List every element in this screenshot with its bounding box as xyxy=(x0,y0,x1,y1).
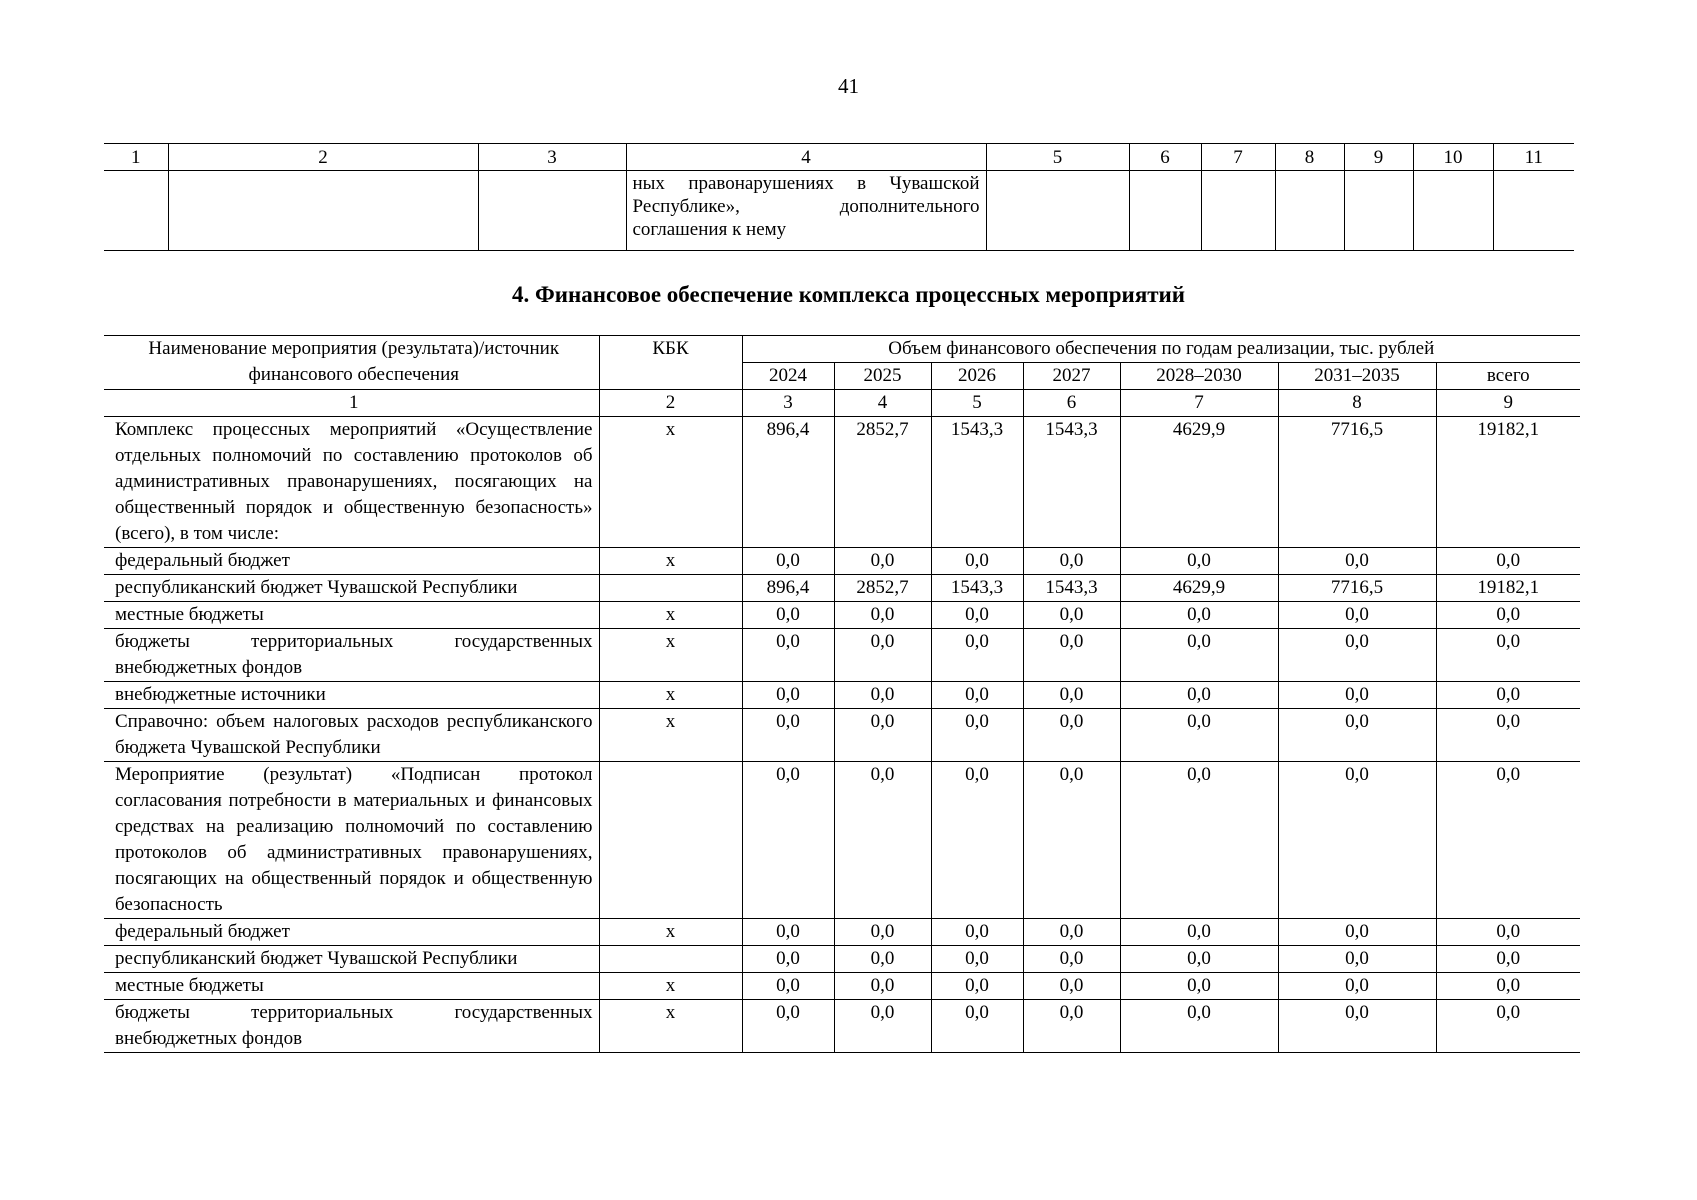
header-volume-group: Объем финансового обеспечения по годам реализации, тыс. рублей xyxy=(742,336,1580,363)
row-value-cell: 0,0 xyxy=(742,973,834,1000)
row-value-cell: 0,0 xyxy=(1023,548,1120,575)
row-kbk-cell xyxy=(599,575,742,602)
row-value-cell: 0,0 xyxy=(931,1000,1023,1053)
row-value-cell: 0,0 xyxy=(931,946,1023,973)
row-value-cell: 0,0 xyxy=(1120,709,1278,762)
continuation-cell xyxy=(168,171,478,251)
row-value-cell: 0,0 xyxy=(1023,919,1120,946)
continuation-row xyxy=(104,171,1574,251)
continuation-header-cell: 6 xyxy=(1129,144,1201,171)
row-value-cell: 1543,3 xyxy=(1023,575,1120,602)
row-value-cell: 0,0 xyxy=(742,548,834,575)
continuation-cell xyxy=(1493,171,1574,251)
row-value-cell: 0,0 xyxy=(1023,709,1120,762)
row-value-cell: 0,0 xyxy=(742,629,834,682)
table-row xyxy=(104,417,1580,548)
row-value-cell: 896,4 xyxy=(742,417,834,548)
continuation-cell xyxy=(1344,171,1413,251)
row-name-cell: бюджеты территориальных государственных внебюджетных фондов xyxy=(104,629,599,682)
row-value-cell: 0,0 xyxy=(1023,762,1120,919)
row-value-cell: 0,0 xyxy=(931,629,1023,682)
row-kbk-cell: х xyxy=(599,629,742,682)
continuation-cell xyxy=(104,171,168,251)
continuation-header-cell: 8 xyxy=(1275,144,1344,171)
row-value-cell: 0,0 xyxy=(931,548,1023,575)
row-value-cell: 0,0 xyxy=(931,602,1023,629)
continuation-cell xyxy=(1129,171,1201,251)
row-value-cell: 1543,3 xyxy=(931,417,1023,548)
row-value-cell: 0,0 xyxy=(742,682,834,709)
row-value-cell: 0,0 xyxy=(1120,548,1278,575)
row-value-cell: 0,0 xyxy=(742,919,834,946)
row-value-cell: 7716,5 xyxy=(1278,575,1436,602)
row-value-cell: 0,0 xyxy=(1278,973,1436,1000)
header-column-number: 7 xyxy=(1120,390,1278,417)
continuation-cell xyxy=(1275,171,1344,251)
continuation-header-cell: 9 xyxy=(1344,144,1413,171)
header-column-number: 8 xyxy=(1278,390,1436,417)
table-row xyxy=(104,762,1580,919)
row-value-cell: 0,0 xyxy=(1278,709,1436,762)
header-column-numbers-row xyxy=(104,390,1580,417)
row-name-cell: Справочно: объем налоговых расходов республиканского бюджета Чувашской Республики xyxy=(104,709,599,762)
row-value-cell: 0,0 xyxy=(1023,946,1120,973)
row-kbk-cell: х xyxy=(599,709,742,762)
row-value-cell: 0,0 xyxy=(1023,1000,1120,1053)
header-column-number: 2 xyxy=(599,390,742,417)
row-name-cell: Комплекс процессных мероприятий «Осуществление отдельных полномочий по составлению протоколов об административных правонарушениях, посягающих на общественный порядок и общественную безопасность» (всего), в том числе: xyxy=(104,417,599,548)
row-value-cell: 0,0 xyxy=(834,919,931,946)
row-kbk-cell: х xyxy=(599,602,742,629)
row-name-cell: бюджеты территориальных государственных внебюджетных фондов xyxy=(104,1000,599,1053)
section-title: 4. Финансовое обеспечение комплекса процессных мероприятий xyxy=(511,282,1186,307)
row-value-cell: 0,0 xyxy=(1436,629,1580,682)
row-name-cell: федеральный бюджет xyxy=(104,548,599,575)
row-value-cell: 0,0 xyxy=(1436,682,1580,709)
page-number: 41 xyxy=(838,74,859,98)
row-value-cell: 0,0 xyxy=(1436,602,1580,629)
header-column-number: 1 xyxy=(104,390,599,417)
row-kbk-cell: х xyxy=(599,682,742,709)
row-value-cell: 0,0 xyxy=(1120,682,1278,709)
row-kbk-cell: х xyxy=(599,417,742,548)
row-name-cell: республиканский бюджет Чувашской Республики xyxy=(104,575,599,602)
row-name-cell: Мероприятие (результат) «Подписан протокол согласования потребности в материальных и финансовых средствах на реализацию полномочий по составлению протоколов об административных правонарушениях, посягающих на общественный порядок и общественную безопасность xyxy=(104,762,599,919)
row-value-cell: 0,0 xyxy=(834,629,931,682)
row-value-cell: 0,0 xyxy=(834,1000,931,1053)
header-column-number: 3 xyxy=(742,390,834,417)
header-year-cell: 2025 xyxy=(834,363,931,390)
table-row xyxy=(104,682,1580,709)
continuation-table xyxy=(104,143,1574,251)
row-kbk-cell: х xyxy=(599,548,742,575)
row-value-cell: 0,0 xyxy=(1278,548,1436,575)
row-value-cell: 0,0 xyxy=(931,762,1023,919)
row-value-cell: 2852,7 xyxy=(834,417,931,548)
table-row xyxy=(104,548,1580,575)
continuation-header-cell: 1 xyxy=(104,144,168,171)
row-value-cell: 0,0 xyxy=(1278,919,1436,946)
row-value-cell: 0,0 xyxy=(1120,946,1278,973)
row-kbk-cell: х xyxy=(599,973,742,1000)
row-value-cell: 0,0 xyxy=(1278,762,1436,919)
header-column-number: 6 xyxy=(1023,390,1120,417)
row-value-cell: 0,0 xyxy=(1023,973,1120,1000)
row-value-cell: 1543,3 xyxy=(931,575,1023,602)
row-value-cell: 0,0 xyxy=(1436,919,1580,946)
row-name-cell: внебюджетные источники xyxy=(104,682,599,709)
row-value-cell: 4629,9 xyxy=(1120,575,1278,602)
row-value-cell: 0,0 xyxy=(834,602,931,629)
header-year-cell: всего xyxy=(1436,363,1580,390)
continuation-cell xyxy=(986,171,1129,251)
header-year-cell: 2028–2030 xyxy=(1120,363,1278,390)
row-value-cell: 0,0 xyxy=(1023,602,1120,629)
table-row xyxy=(104,946,1580,973)
row-value-cell: 0,0 xyxy=(1436,946,1580,973)
row-value-cell: 0,0 xyxy=(1278,602,1436,629)
header-column-number: 4 xyxy=(834,390,931,417)
table-row xyxy=(104,919,1580,946)
header-column-number: 5 xyxy=(931,390,1023,417)
row-value-cell: 0,0 xyxy=(834,973,931,1000)
continuation-header-cell: 3 xyxy=(478,144,626,171)
continuation-cell xyxy=(478,171,626,251)
header-year-cell: 2027 xyxy=(1023,363,1120,390)
row-value-cell: 0,0 xyxy=(742,762,834,919)
header-year-cell: 2031–2035 xyxy=(1278,363,1436,390)
row-kbk-cell: х xyxy=(599,919,742,946)
row-kbk-cell xyxy=(599,946,742,973)
row-value-cell: 0,0 xyxy=(1278,946,1436,973)
header-column-number: 9 xyxy=(1436,390,1580,417)
row-value-cell: 7716,5 xyxy=(1278,417,1436,548)
row-value-cell: 0,0 xyxy=(834,762,931,919)
row-value-cell: 0,0 xyxy=(931,682,1023,709)
row-value-cell: 0,0 xyxy=(1120,762,1278,919)
row-value-cell: 0,0 xyxy=(1278,1000,1436,1053)
continuation-header-cell: 5 xyxy=(986,144,1129,171)
header-year-cell: 2024 xyxy=(742,363,834,390)
row-value-cell: 19182,1 xyxy=(1436,575,1580,602)
row-value-cell: 0,0 xyxy=(931,919,1023,946)
row-value-cell: 0,0 xyxy=(742,602,834,629)
row-value-cell: 0,0 xyxy=(1278,629,1436,682)
row-value-cell: 0,0 xyxy=(1436,548,1580,575)
financial-table xyxy=(104,335,1580,1053)
continuation-header-cell: 4 xyxy=(626,144,986,171)
row-value-cell: 0,0 xyxy=(742,709,834,762)
continuation-header-cell: 11 xyxy=(1493,144,1574,171)
table-row xyxy=(104,709,1580,762)
row-value-cell: 0,0 xyxy=(1120,973,1278,1000)
continuation-header-cell: 2 xyxy=(168,144,478,171)
table-row xyxy=(104,602,1580,629)
header-name-col: Наименование мероприятия (результата)/источник финансового обеспечения xyxy=(104,336,599,390)
header-kbk-col: КБК xyxy=(599,336,742,390)
row-value-cell: 0,0 xyxy=(1436,709,1580,762)
row-value-cell: 0,0 xyxy=(1120,629,1278,682)
row-name-cell: федеральный бюджет xyxy=(104,919,599,946)
row-value-cell: 0,0 xyxy=(1120,1000,1278,1053)
row-value-cell: 0,0 xyxy=(1436,762,1580,919)
row-value-cell: 4629,9 xyxy=(1120,417,1278,548)
row-value-cell: 0,0 xyxy=(1278,682,1436,709)
continuation-cell xyxy=(1201,171,1275,251)
table-row xyxy=(104,629,1580,682)
continuation-header-cell: 7 xyxy=(1201,144,1275,171)
row-kbk-cell: х xyxy=(599,1000,742,1053)
row-value-cell: 0,0 xyxy=(1436,973,1580,1000)
row-value-cell: 0,0 xyxy=(834,946,931,973)
row-value-cell: 0,0 xyxy=(834,709,931,762)
row-value-cell: 0,0 xyxy=(834,548,931,575)
table-row xyxy=(104,1000,1580,1053)
row-value-cell: 0,0 xyxy=(742,946,834,973)
row-value-cell: 0,0 xyxy=(1120,919,1278,946)
row-value-cell: 896,4 xyxy=(742,575,834,602)
row-value-cell: 19182,1 xyxy=(1436,417,1580,548)
row-name-cell: местные бюджеты xyxy=(104,973,599,1000)
header-row-1 xyxy=(104,336,1580,363)
row-value-cell: 0,0 xyxy=(1120,602,1278,629)
row-value-cell: 0,0 xyxy=(1023,682,1120,709)
continuation-cell: ных правонарушениях в Чувашской Республике», дополнительного соглашения к нему xyxy=(626,171,986,251)
row-kbk-cell xyxy=(599,762,742,919)
row-value-cell: 0,0 xyxy=(1023,629,1120,682)
row-value-cell: 0,0 xyxy=(834,682,931,709)
header-year-cell: 2026 xyxy=(931,363,1023,390)
row-value-cell: 1543,3 xyxy=(1023,417,1120,548)
row-value-cell: 0,0 xyxy=(1436,1000,1580,1053)
row-value-cell: 0,0 xyxy=(742,1000,834,1053)
row-value-cell: 0,0 xyxy=(931,709,1023,762)
continuation-header-cell: 10 xyxy=(1413,144,1493,171)
row-value-cell: 0,0 xyxy=(931,973,1023,1000)
row-name-cell: республиканский бюджет Чувашской Республики xyxy=(104,946,599,973)
table-row xyxy=(104,575,1580,602)
table-row xyxy=(104,973,1580,1000)
row-name-cell: местные бюджеты xyxy=(104,602,599,629)
row-value-cell: 2852,7 xyxy=(834,575,931,602)
continuation-header-row xyxy=(104,144,1574,171)
continuation-cell xyxy=(1413,171,1493,251)
